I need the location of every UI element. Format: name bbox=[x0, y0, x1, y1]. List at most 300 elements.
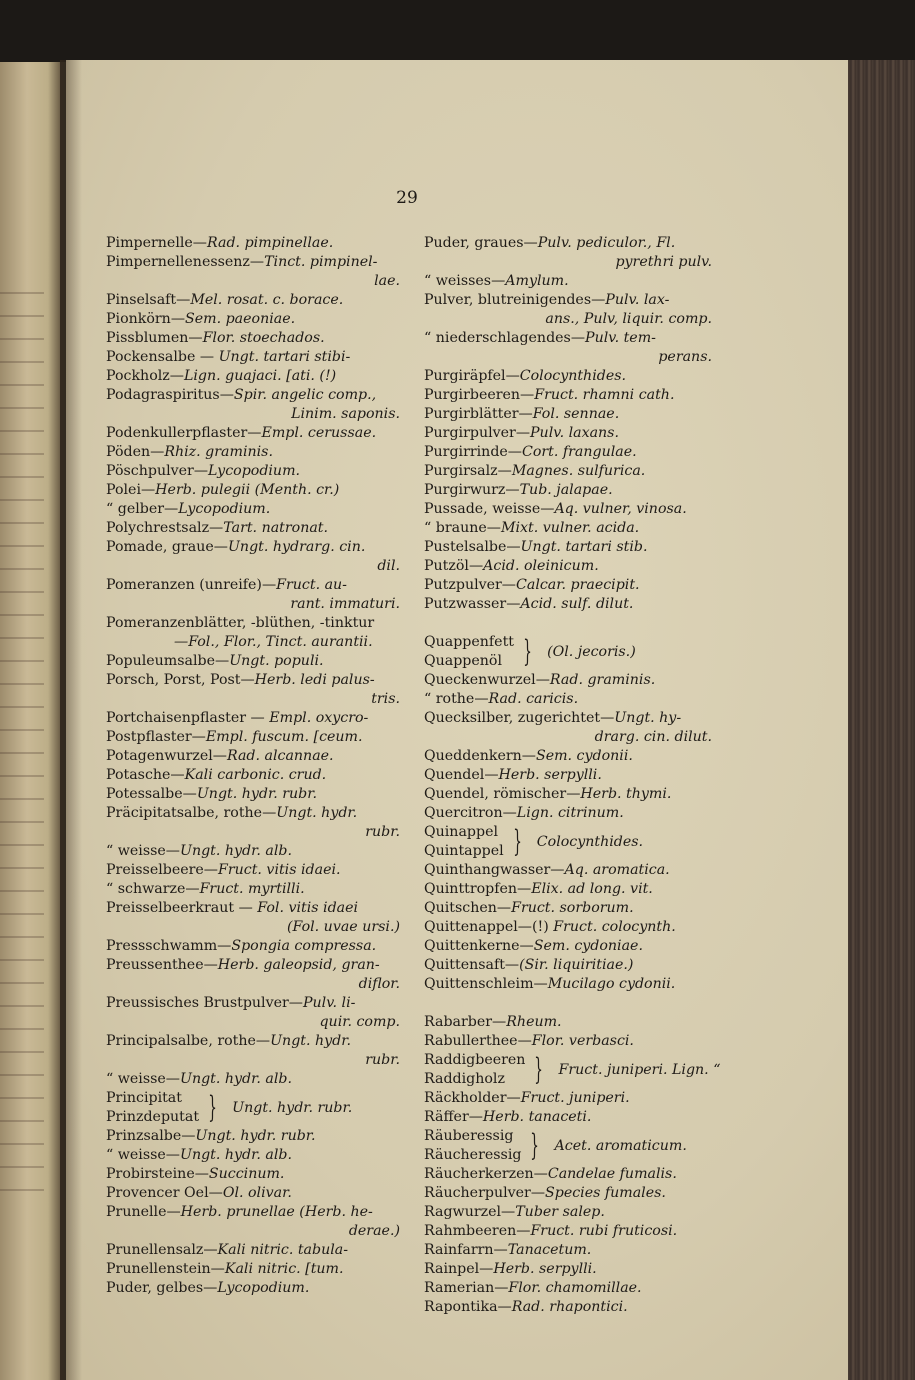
entry-term: Preisselbeerkraut — bbox=[106, 900, 258, 916]
entry-term: Pockholz— bbox=[106, 368, 184, 384]
curly-brace-icon: } bbox=[530, 1128, 540, 1163]
entry-term: Rapontika— bbox=[424, 1299, 512, 1315]
entry-definition: —Fol., Flor., Tinct. aurantii. bbox=[174, 634, 373, 650]
entry-term: “ niederschlagendes— bbox=[424, 330, 586, 346]
entry-definition: Rad. rhapontici. bbox=[511, 1299, 628, 1315]
dictionary-entry bbox=[424, 405, 712, 424]
dictionary-entry bbox=[106, 671, 400, 690]
brace-definition: Ungt. hydr. rubr. bbox=[232, 1100, 353, 1116]
entry-definition: Rad. caricis. bbox=[488, 691, 579, 707]
dictionary-entry bbox=[106, 766, 400, 785]
dictionary-entry bbox=[424, 1260, 712, 1279]
dictionary-entry bbox=[424, 690, 712, 709]
entry-definition: Fruct. myrtilli. bbox=[199, 881, 305, 897]
entry-definition: Kali nitric. tabula- bbox=[217, 1242, 349, 1258]
brace-terms bbox=[424, 633, 514, 671]
dictionary-entry bbox=[424, 937, 712, 956]
dictionary-entry bbox=[424, 1108, 712, 1127]
dictionary-entry bbox=[106, 880, 400, 899]
dictionary-entry bbox=[106, 1127, 400, 1146]
entry-definition: Fruct. juniperi. bbox=[520, 1090, 630, 1106]
entry-term: Pomeranzen (unreife)— bbox=[106, 577, 277, 593]
entry-term: Polychrestsalz— bbox=[106, 520, 224, 536]
entry-continuation: rant. immaturi. bbox=[290, 596, 400, 612]
entry-definition: Ungt. hydr. alb. bbox=[180, 1071, 292, 1087]
entry-definition: Mel. rosat. c. borace. bbox=[190, 292, 344, 308]
entry-term: Pomeranzenblätter, -blüthen, -tinktur bbox=[106, 615, 375, 631]
entry-term: Pustelsalbe— bbox=[424, 539, 521, 555]
entry-definition: Mucilago cydonii. bbox=[547, 976, 676, 992]
brace-term: Raddigholz bbox=[424, 1071, 505, 1087]
entry-definition: Rhiz. graminis. bbox=[164, 444, 273, 460]
brace-term: Quappenöl bbox=[424, 653, 503, 669]
brace-terms bbox=[424, 1051, 525, 1089]
entry-term: Prinzsalbe— bbox=[106, 1128, 196, 1144]
dictionary-entry bbox=[106, 234, 400, 253]
entry-term: Pöschpulver— bbox=[106, 463, 209, 479]
entry-term: Räucherpulver— bbox=[424, 1185, 546, 1201]
dictionary-entry bbox=[424, 1165, 712, 1184]
dictionary-entry bbox=[424, 291, 712, 310]
section-gap bbox=[424, 614, 712, 633]
spine-shadow bbox=[60, 60, 82, 1380]
dictionary-entry bbox=[424, 1089, 712, 1108]
entry-definition: Kali carbonic. crud. bbox=[184, 767, 327, 783]
entry-term: Prunellenstein— bbox=[106, 1261, 225, 1277]
entry-definition: Pulv. laxans. bbox=[530, 425, 619, 441]
dictionary-entry bbox=[424, 1203, 712, 1222]
dictionary-entry bbox=[106, 652, 400, 671]
brace-term: Raddigbeeren bbox=[424, 1052, 526, 1068]
brace-entry bbox=[424, 1127, 712, 1165]
brace-term: Quappenfett bbox=[424, 634, 514, 650]
dictionary-entry bbox=[106, 348, 400, 367]
entry-definition: Lign. guajaci. [ati. (!) bbox=[183, 368, 337, 384]
dictionary-entry bbox=[106, 1146, 400, 1165]
dictionary-entry bbox=[106, 291, 400, 310]
entry-continuation: drarg. cin. dilut. bbox=[594, 729, 712, 745]
dictionary-entry bbox=[106, 899, 400, 918]
entry-definition: Herb. serpylli. bbox=[498, 767, 602, 783]
dictionary-entry bbox=[424, 557, 712, 576]
dictionary-entry bbox=[106, 1203, 400, 1222]
entry-definition: Tart. natronat. bbox=[223, 520, 328, 536]
entry-definition: Calcar. praecipit. bbox=[516, 577, 640, 593]
dictionary-entry bbox=[424, 671, 712, 690]
entry-term: Purgirwurz— bbox=[424, 482, 520, 498]
entry-definition: Rad. pimpinellae. bbox=[207, 235, 334, 251]
entry-term: Pissblumen— bbox=[106, 330, 203, 346]
entry-definition: Pulv. pediculor., Fl. bbox=[537, 235, 676, 251]
brace-term: Räuberessig bbox=[424, 1128, 514, 1144]
entry-term: Porsch, Porst, Post— bbox=[106, 672, 255, 688]
entry-continuation: quir. comp. bbox=[319, 1014, 400, 1030]
entry-definition: Acid. oleinicum. bbox=[483, 558, 599, 574]
dictionary-entry bbox=[424, 918, 712, 937]
entry-continuation: rubr. bbox=[365, 824, 400, 840]
entry-term: Podagraspiritus— bbox=[106, 387, 234, 403]
dictionary-entry bbox=[106, 1032, 400, 1051]
dictionary-entry bbox=[106, 633, 400, 652]
dictionary-entry bbox=[106, 424, 400, 443]
entry-term: Rahmbeeren— bbox=[424, 1223, 531, 1239]
entry-definition: Herb. prunellae (Herb. he- bbox=[180, 1204, 373, 1220]
dictionary-entry bbox=[106, 367, 400, 386]
entry-definition: Lycopodium. bbox=[217, 1280, 310, 1296]
entry-definition: Ungt. hydr. bbox=[270, 1033, 351, 1049]
dictionary-entry bbox=[424, 481, 712, 500]
entry-term: Quitschen— bbox=[424, 900, 512, 916]
dictionary-entry bbox=[106, 785, 400, 804]
left-page-edge bbox=[0, 62, 60, 1380]
entry-definition: Herb. tanaceti. bbox=[482, 1109, 592, 1125]
entry-term: Quendel, römischer— bbox=[424, 786, 581, 802]
dictionary-entry bbox=[424, 1222, 712, 1241]
entry-term: Rainpel— bbox=[424, 1261, 494, 1277]
entry-term: Populeumsalbe— bbox=[106, 653, 230, 669]
curly-brace-icon: } bbox=[512, 824, 522, 859]
entry-definition: Ungt. hydrarg. cin. bbox=[227, 539, 366, 555]
entry-term: Portchaisenpflaster — bbox=[106, 710, 270, 726]
dictionary-entry bbox=[424, 519, 712, 538]
dictionary-entry bbox=[424, 234, 712, 253]
entry-term: Prunellensalz— bbox=[106, 1242, 218, 1258]
entry-term: Potasche— bbox=[106, 767, 185, 783]
page-edges bbox=[848, 60, 915, 1380]
entry-definition: Lign. citrinum. bbox=[516, 805, 624, 821]
entry-term: Präcipitatsalbe, rothe— bbox=[106, 805, 277, 821]
entry-continuation: derae.) bbox=[348, 1223, 400, 1239]
entry-definition: Herb. pulegii (Menth. cr.) bbox=[155, 482, 340, 498]
entry-definition: Magnes. sulfurica. bbox=[511, 463, 646, 479]
entry-definition: Fruct. rubi fruticosi. bbox=[530, 1223, 678, 1239]
entry-term: “ rothe— bbox=[424, 691, 489, 707]
dictionary-entry bbox=[424, 1032, 712, 1051]
entry-term: Pockensalbe — bbox=[106, 349, 219, 365]
entry-continuation: diflor. bbox=[358, 976, 400, 992]
entry-definition: Sem. cydonii. bbox=[535, 748, 633, 764]
brace-entry bbox=[424, 633, 712, 671]
entry-term: Puder, gelbes— bbox=[106, 1280, 218, 1296]
brace-term: Quinappel bbox=[424, 824, 498, 840]
entry-definition: Fol. sennae. bbox=[532, 406, 620, 422]
dictionary-entry bbox=[106, 994, 400, 1013]
entry-term: Quercitron— bbox=[424, 805, 517, 821]
dictionary-entry bbox=[106, 1260, 400, 1279]
dictionary-entry bbox=[424, 1184, 712, 1203]
entry-definition: Sem. cydoniae. bbox=[533, 938, 643, 954]
left-column bbox=[106, 234, 400, 1298]
entry-definition: Ungt. tartari stib. bbox=[520, 539, 648, 555]
dictionary-entry bbox=[106, 310, 400, 329]
entry-term: Preussenthee— bbox=[106, 957, 218, 973]
entry-term: “ schwarze— bbox=[106, 881, 200, 897]
entry-definition: Flor. chamomillae. bbox=[508, 1280, 642, 1296]
dictionary-entry bbox=[424, 576, 712, 595]
entry-definition: Lycopodium. bbox=[208, 463, 301, 479]
brace-definition: Colocynthides. bbox=[536, 834, 644, 850]
entry-term: Quittenappel—(!) bbox=[424, 919, 554, 935]
dictionary-entry bbox=[424, 785, 712, 804]
entry-definition: Acid. sulf. dilut. bbox=[520, 596, 634, 612]
entry-definition: Tinct. pimpinel- bbox=[264, 254, 378, 270]
entry-term: Principalsalbe, rothe— bbox=[106, 1033, 271, 1049]
entry-term: Räffer— bbox=[424, 1109, 483, 1125]
entry-definition: Pulv. lax- bbox=[605, 292, 670, 308]
entry-definition: Rad. graminis. bbox=[549, 672, 656, 688]
dictionary-entry bbox=[106, 728, 400, 747]
dictionary-entry bbox=[106, 614, 400, 633]
entry-term: Purgirsalz— bbox=[424, 463, 512, 479]
entry-definition: Lycopodium. bbox=[178, 501, 271, 517]
entry-definition: Ungt. hydr. rubr. bbox=[196, 786, 317, 802]
entry-term: Putzöl— bbox=[424, 558, 484, 574]
entry-definition: Fruct. vitis idaei. bbox=[218, 862, 341, 878]
entry-term: Quecksilber, zugerichtet— bbox=[424, 710, 615, 726]
dictionary-entry bbox=[424, 443, 712, 462]
entry-term: Pionkörn— bbox=[106, 311, 186, 327]
entry-definition: Sem. paeoniae. bbox=[185, 311, 296, 327]
entry-term: Ramerian— bbox=[424, 1280, 509, 1296]
dictionary-entry bbox=[106, 937, 400, 956]
dictionary-entry bbox=[424, 329, 712, 348]
dictionary-entry bbox=[424, 899, 712, 918]
entry-definition: Pulv. tem- bbox=[585, 330, 656, 346]
entry-continuation: tris. bbox=[371, 691, 400, 707]
entry-definition: Tanacetum. bbox=[507, 1242, 592, 1258]
dictionary-entry bbox=[106, 861, 400, 880]
entry-term: Purgiräpfel— bbox=[424, 368, 520, 384]
entry-term: Rainfarrn— bbox=[424, 1242, 508, 1258]
entry-continuation: perans. bbox=[658, 349, 712, 365]
dictionary-entry bbox=[106, 538, 400, 557]
brace-terms bbox=[424, 1127, 521, 1165]
entry-term: “ weisse— bbox=[106, 843, 180, 859]
entry-term: Pulver, blutreinigendes— bbox=[424, 292, 606, 308]
entry-term: Preisselbeere— bbox=[106, 862, 218, 878]
brace-entry bbox=[424, 823, 712, 861]
dictionary-entry bbox=[106, 443, 400, 462]
entry-definition: Ungt. tartari stibi- bbox=[218, 349, 351, 365]
dictionary-entry bbox=[106, 1184, 400, 1203]
brace-entry bbox=[106, 1089, 400, 1127]
entry-definition: Empl. fuscum. [ceum. bbox=[205, 729, 363, 745]
dictionary-entry bbox=[424, 956, 712, 975]
dictionary-entry bbox=[106, 747, 400, 766]
entry-definition: Herb. thymi. bbox=[580, 786, 672, 802]
entry-definition: Aq. vulner, vinosa. bbox=[554, 501, 687, 517]
dictionary-entry bbox=[106, 329, 400, 348]
dictionary-entry bbox=[106, 500, 400, 519]
entry-term: Räucherkerzen— bbox=[424, 1166, 548, 1182]
entry-continuation: pyrethri pulv. bbox=[615, 254, 712, 270]
entry-definition: Herb. ledi palus- bbox=[254, 672, 375, 688]
entry-definition: Tuber salep. bbox=[515, 1204, 605, 1220]
entry-definition: Empl. oxycro- bbox=[269, 710, 369, 726]
entry-definition: Rad. alcannae. bbox=[226, 748, 334, 764]
dictionary-entry bbox=[424, 462, 712, 481]
brace-term: Principitat bbox=[106, 1090, 182, 1106]
entry-definition: Empl. cerussae. bbox=[261, 425, 377, 441]
entry-term: “ weisse— bbox=[106, 1071, 180, 1087]
entry-definition: Ungt. hydr. alb. bbox=[180, 843, 292, 859]
entry-term: Pussade, weisse— bbox=[424, 501, 555, 517]
entry-definition: Ungt. hydr. alb. bbox=[180, 1147, 292, 1163]
dictionary-entry bbox=[106, 804, 400, 823]
entry-definition: Succinum. bbox=[208, 1166, 285, 1182]
dictionary-entry bbox=[106, 519, 400, 538]
dictionary-entry bbox=[106, 1241, 400, 1260]
entry-term: “ braune— bbox=[424, 520, 501, 536]
dictionary-entry bbox=[424, 367, 712, 386]
dictionary-entry bbox=[424, 500, 712, 519]
dictionary-entry bbox=[424, 595, 712, 614]
entry-definition: Ungt. hydr. bbox=[276, 805, 358, 821]
entry-term: Purgirblätter— bbox=[424, 406, 533, 422]
entry-term: Queddenkern— bbox=[424, 748, 536, 764]
dictionary-entry bbox=[106, 462, 400, 481]
entry-definition: Ungt. hy- bbox=[614, 710, 682, 726]
entry-definition: Herb. galeopsid, gran- bbox=[217, 957, 380, 973]
brace-term: Quintappel bbox=[424, 843, 504, 859]
entry-definition: Colocynthides. bbox=[519, 368, 627, 384]
entry-term: “ weisses— bbox=[424, 273, 506, 289]
entry-term: Puder, graues— bbox=[424, 235, 538, 251]
dictionary-entry bbox=[424, 1279, 712, 1298]
brace-definition: Fruct. juniperi. Lign. “ bbox=[558, 1062, 721, 1078]
entry-term: Potagenwurzel— bbox=[106, 748, 227, 764]
dictionary-entry bbox=[424, 424, 712, 443]
brace-terms bbox=[424, 823, 504, 861]
entry-term: Prunelle— bbox=[106, 1204, 181, 1220]
right-column bbox=[424, 234, 721, 1317]
entry-continuation: dil. bbox=[377, 558, 400, 574]
entry-term: “ weisse— bbox=[106, 1147, 180, 1163]
entry-term: Probirsteine— bbox=[106, 1166, 209, 1182]
dictionary-entry bbox=[424, 766, 712, 785]
entry-continuation: lae. bbox=[374, 273, 400, 289]
entry-term: Purgirrinde— bbox=[424, 444, 522, 460]
entry-definition: Mixt. vulner. acida. bbox=[500, 520, 640, 536]
entry-definition: Kali nitric. [tum. bbox=[224, 1261, 344, 1277]
entry-definition: Pulv. li- bbox=[302, 995, 356, 1011]
entry-definition: Tub. jalapae. bbox=[519, 482, 613, 498]
brace-definition: (Ol. jecoris.) bbox=[547, 644, 636, 660]
entry-definition: Flor. stoechados. bbox=[202, 330, 325, 346]
dictionary-entry bbox=[424, 538, 712, 557]
dictionary-entry bbox=[424, 1241, 712, 1260]
entry-term: Quittenschleim— bbox=[424, 976, 548, 992]
dictionary-entry bbox=[106, 709, 400, 728]
dictionary-entry bbox=[424, 861, 712, 880]
entry-definition: Fruct. au- bbox=[276, 577, 347, 593]
entry-definition: Amylum. bbox=[505, 273, 569, 289]
entry-term: Provencer Oel— bbox=[106, 1185, 223, 1201]
entry-term: Putzwasser— bbox=[424, 596, 521, 612]
dictionary-entry bbox=[424, 975, 712, 994]
entry-term: Potessalbe— bbox=[106, 786, 197, 802]
entry-term: Pressschwamm— bbox=[106, 938, 232, 954]
entry-term: Pomade, graue— bbox=[106, 539, 228, 555]
entry-term: Quittenkerne— bbox=[424, 938, 534, 954]
entry-definition: Fruct. colocynth. bbox=[553, 919, 676, 935]
dictionary-entry bbox=[424, 709, 712, 728]
dictionary-entry bbox=[106, 386, 400, 405]
dictionary-entry bbox=[424, 747, 712, 766]
entry-definition: Elix. ad long. vit. bbox=[531, 881, 653, 897]
dictionary-entry bbox=[106, 956, 400, 975]
entry-term: Pinselsaft— bbox=[106, 292, 191, 308]
entry-definition: Aq. aromatica. bbox=[564, 862, 670, 878]
entry-definition: Ungt. populi. bbox=[229, 653, 324, 669]
dictionary-entry bbox=[424, 1013, 712, 1032]
entry-definition: Fruct. sorborum. bbox=[511, 900, 634, 916]
curly-brace-icon: } bbox=[208, 1090, 217, 1125]
brace-term: Räucheressig bbox=[424, 1147, 522, 1163]
entry-definition: Fol. vitis idaei bbox=[257, 900, 359, 916]
entry-term: “ gelber— bbox=[106, 501, 179, 517]
entry-definition: Rheum. bbox=[506, 1014, 562, 1030]
entry-definition: Candelae fumalis. bbox=[547, 1166, 677, 1182]
dictionary-entry bbox=[106, 1165, 400, 1184]
brace-term: Prinzdeputat bbox=[106, 1109, 200, 1125]
brace-entry bbox=[424, 1051, 721, 1089]
entry-term: Räckholder— bbox=[424, 1090, 521, 1106]
entry-definition: Ol. olivar. bbox=[222, 1185, 292, 1201]
entry-definition: Herb. serpylli. bbox=[493, 1261, 597, 1277]
entry-term: Preussisches Brustpulver— bbox=[106, 995, 303, 1011]
entry-term: Quinttropfen— bbox=[424, 881, 532, 897]
entry-term: Ragwurzel— bbox=[424, 1204, 516, 1220]
dictionary-entry bbox=[106, 576, 400, 595]
entry-term: Podenkullerpflaster— bbox=[106, 425, 262, 441]
entry-definition: Cort. frangulae. bbox=[522, 444, 637, 460]
entry-term: Quendel— bbox=[424, 767, 499, 783]
book-cover-top bbox=[0, 0, 915, 62]
dictionary-entry bbox=[424, 880, 712, 899]
dictionary-entry bbox=[106, 481, 400, 500]
entry-definition: Species fumales. bbox=[545, 1185, 666, 1201]
entry-term: Purgirpulver— bbox=[424, 425, 531, 441]
entry-continuation: rubr. bbox=[365, 1052, 400, 1068]
entry-term: Pimpernelle— bbox=[106, 235, 207, 251]
brace-definition: Acet. aromaticum. bbox=[554, 1138, 687, 1154]
entry-continuation: ans., Pulv, liquir. comp. bbox=[545, 311, 712, 327]
entry-term: Pimpernellenessenz— bbox=[106, 254, 265, 270]
entry-term: Quittensaft— bbox=[424, 957, 520, 973]
entry-term: Queckenwurzel— bbox=[424, 672, 550, 688]
dictionary-entry bbox=[106, 253, 400, 272]
entry-definition: Spongia compressa. bbox=[231, 938, 377, 954]
entry-definition: Ungt. hydr. rubr. bbox=[195, 1128, 316, 1144]
entry-continuation: Linim. saponis. bbox=[291, 406, 400, 422]
entry-term: Postpflaster— bbox=[106, 729, 206, 745]
entry-term: Pöden— bbox=[106, 444, 165, 460]
section-gap bbox=[424, 994, 712, 1013]
entry-definition: (Sir. liquiritiae.) bbox=[519, 957, 634, 973]
dictionary-entry bbox=[106, 1070, 400, 1089]
entry-term: Rabullerthee— bbox=[424, 1033, 532, 1049]
dictionary-entry bbox=[424, 1298, 712, 1317]
dictionary-entry bbox=[106, 842, 400, 861]
entry-term: Quinthangwasser— bbox=[424, 862, 565, 878]
dictionary-entry bbox=[424, 386, 712, 405]
entry-term: Purgirbeeren— bbox=[424, 387, 535, 403]
page-number: 29 bbox=[396, 188, 418, 208]
dictionary-entry bbox=[106, 1279, 400, 1298]
entry-definition: Fruct. rhamni cath. bbox=[534, 387, 675, 403]
dictionary-entry bbox=[424, 804, 712, 823]
